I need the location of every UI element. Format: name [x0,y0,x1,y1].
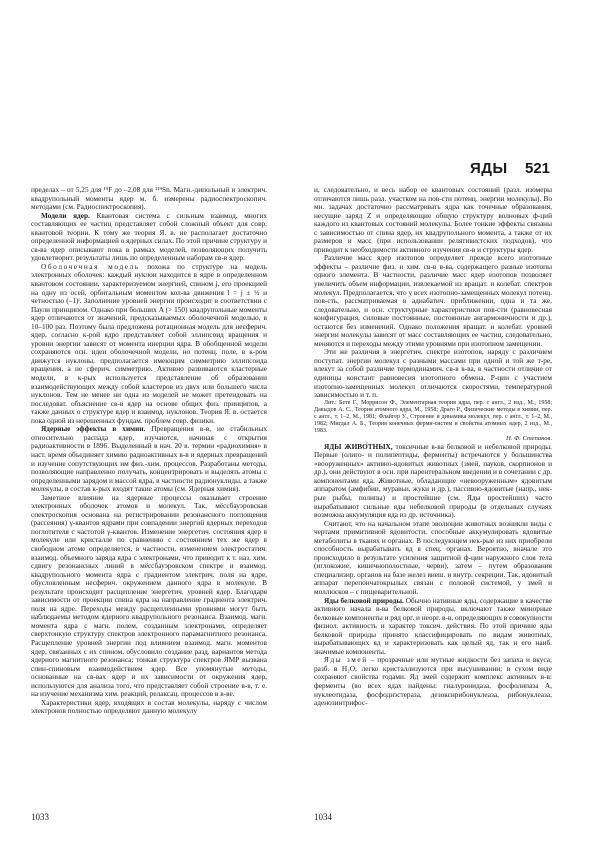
footer-page-left: 1033 [31,812,49,822]
paragraph-text: Эти же различия в энергетич. спектре изотопов, наряду с различием поступат. энергии молекул с разными массами при одной и той же т-ре, влекут за собой различие термодинамич. св-в в-ва, в частности отличие от единицы констант равновесия изотопного обмена. Р-ции с участием изотопно-замещенных молекул отличаются скоростями, температурной зависимостью и т. п. [314,347,552,400]
spaced-term: Оболочечная модель [41,261,140,271]
paragraph [314,597,552,657]
encyclopedia-entry [314,443,552,520]
paragraph-text: Различие масс ядер изотопов определяет прежде всего изотопные эффекты – различие физ. и хим. св-в в-ва, содержащего разные изотопы одного элемента. В частности, различие масс ядер изотопов позволяет увеличить объем информации, извлекаемой из вращат. и колебат. спектров молекул. Предполагается, что у всех изотопно-замещенных молекул потенц. пов-сть, рассматриваемая в адиабатич. приближении, одна и та же, следовательно, и осн. структурные характеристики пов-сти (равновесная конфигурация, силовые постоянные, постоянные ангармоничности и др.), остаются без изменений. Однако положения вращат. и колебат. уровней энергии молекулы зависят от масс составляющих ее частиц, следовательно, меняются и переходы между этими уровнями при изотопном замещении. [314,253,552,348]
paragraph [31,494,267,699]
paragraph-text: Считают, что на начальном этапе эволюции животных возникли виды с чертами примитивной ядовитости, способные аккумулировать ядовитые метаболиты в тканях и органах. В последующем нек-рые из них приобрели способность вырабатывать яд в спец. органах. Вероятно, вначале это происходило в результате усиления защитной ф-ции наружного слоя тела (иглокожие, кишечнополостные, черви), затем – путем образования специализир. органов на базе желез внеш. и внутр. секреции. Так, ядовитый аппарат перепончатокрылых связан с половой системой, у змей и моллюсков – с пищеварительной. [314,518,552,596]
paragraph-text: Н. Ф. Степанов. [506,434,552,442]
paragraph [31,425,267,493]
paragraph [314,348,552,399]
paragraph [314,186,552,254]
paragraph-text: и, следовательно, и весь набор ее квантовых состояний (разл. изомеры отличаются лишь разл. участком на пов-сти потенц. энергии молекулы). Во мн. задачах достаточно рассматривать ядра как точечные образования, несущие заряд Z и определяющие общую структуру волновых ф-ций каждого из квантовых состояний молекулы. Более тонкие эффекты связаны с зависимостью от спина ядер, их квадрупольного момента, а также от их размеров и масс (при использовании релятивистских подходов), что приводит к необходимости активного изучения св-в и структуры ядер. [314,185,552,254]
paragraph [31,263,267,425]
literature-note [314,400,552,435]
paragraph [31,699,267,716]
paragraph-text: Лит.: Бете Г., Моррисон Ф., Элементарная теория ядра, пер. с англ., 2 изд., М., 1958; Давыдов А. С., Теория атомного ядра, М., 1958; Драго Р., Физические методы в химии, пер. с англ., т. 1–2, М., 1981; Флайгер У., Строение и динамика молекул, пер. с англ., т. 1–2, М., 1982; Мигдал А. Б., Теория конечных ферми-систем и свойства атомных ядер, 2 изд., М., 1983. [314,399,552,434]
paragraph-text: Заметное влияние на ядерные процессы оказывает строение электронных оболочек атомов и молекул. Так, мёссбауэровская спектроскопия основана на регистрировании резонансного поглощения (рассеяния) γ-квантов ядрами при совпадении энергий ядерных переходов поглотителя с частотой γ-квантов. Изменение энергетич. состояния ядер в молекуле или кристалле по сравнению с состоянием тех же ядер в свободном атоме определяется, в частности, изменением электростатич. взаимод. объемного заряда ядра с электронами, что приводит к т. наз. хим. сдвигу резонансных линий в мёссбауэровском спектре и взаимод. квадрупольного момента ядра с градиентом электрич. поля на ядре, обусловленным несферич. окружением данного ядра в молекуле. В результате происходит расщепление энергетич. уровней ядер. Благодаря зависимости от проекции спина ядра на направление градиента электрич. поля на ядре. Переходы между расщепленными уровнями могут быть наблюдаемы методом ядерного квадрупольного резонанса. Взаимод. магн. момента ядра с магн. полем, созданным электронами, определяет сверхтонкую структуру спектров электронного парамагнитного резонанса. Расщепление уровней энергии под влиянием взаимод. магн. моментов ядер, связанных с их спином, обусловило создание разд. вариантов метода ядерного магнитного резонанса; тонкая структура спектров ЯМР вызвана спин-спиновым взаимодействием ядер. Все упомянутые методы, основанные на св-вах ядер и их зависимости от окружения ядер, используются для анализа того, что представляет собой строение в-в, т. е. на изучение механизма хим. реакций, релаксац. процессов в в-ве. [31,492,267,699]
paragraph [314,656,552,707]
left-column [31,186,267,808]
section-lead: Яды белковой природы. [324,595,404,605]
paragraph [314,254,552,348]
section-lead: Модели ядер. [41,210,90,220]
paragraph-text: токсичные в-ва белковой и небелковой природы. Первые (олиго- и полипептиды, ферменты) встречаются у большинства «вооруженных» активно-ядовитых животных (змей, пауков, скорпионов и др.), они действуют в осн. при парентеральном введении и в сочетании с др. компонентами яда. Животные, обладающие «невооруженным» ядовитым аппаратом (амфибии, муравьи, жуки и др.), пассивно-ядовитые (напр., нек-рые рыбы, полипы) и простейшие (см. Яды простейших) часто вырабатывают сильные яды небелковой природы (в отдельных случаях возможна аккумуляция яда из др. источника). [314,441,552,520]
paragraph-text: пределах – от 5,25 для ¹⁹F до –2,08 для ¹¹⁹Sn. Магн.-дипольный и электрич. квадрупольный моменты ядер м. б. измерены радиоспектроскопич. методами (см. Радиоспектроскопия). [31,186,267,212]
footer-page-right: 1034 [314,812,332,822]
paragraph [31,212,267,263]
paragraph-text: Обычно нативные яды, содержащие в качестве активного начала в-ва белковой природы, включают также минорные белковые компоненты и ряд орг. и неорг. в-в, определяющих в совокупности физиол. активность и характер токсич. действия. По этой причине яды белковой природы принято классифицировать по видам животных, вырабатывающих яд и характеризовать как целый яд, так и его наиб. значимые компоненты. [314,595,552,656]
paragraph [31,186,267,212]
paragraph-text: – прозрачные или мутные жидкости без запаха и вкуса; разб. в H₂O; легко кристаллизуются при высушивании; в сухом виде сохраняют свойства годами. Яд змей содержит комплекс активных в-в: ферменты (во всех ядах найдены: гиалуронидаза, фосфолипаза A, нуклеотидаза, фосфодиэстераза, дезоксирибонуклеаза, рибонуклеаза, аденозинтрифос- [314,655,552,708]
paragraph-text: похожа по структуре на модель электронных оболочек: каждый нуклон находится в ядре в определенном квантовом состоянии, характеризуемом энергией, спином j, его проекцией на одну из осей, орбитальным моментом кол-ва движения l = j ± ½ и четностью (–1)ˡ. Заполнение уровней энергии происходит в соответствии с Паули принципом. Однако при больших A (> 150) квадрупольные моменты ядер отличаются от значений, предсказываемых оболочечной моделью, в 10–100 раз. Поэтому была предложена ротационная модель для несферич. ядер, согласно к-рой ядро представляет собой эллипсоид вращения и уровни энергии зависят от момента инерции ядра. В обобщенной модели сохраняются осн. идеи оболочечной модели, но потенц. поле, в к-ром движутся нуклоны, предполагается имеющим симметрию эллипсоида вращения, а не сферич. симметрию. Активно развиваются кластерные модели, в к-рых используется представление об образовании взаимодействующих между собой кластеров из двух или большего числа нуклонов. Тем не менее ни одна из моделей не может претендовать на последоват. объяснение св-в ядер на основе общих физ. принципов, а также данных о структуре ядер и взаимод. нуклонов. Теория Я. в. остается пока одной из нерешенных фундам. проблем совр. физики. [31,261,267,425]
spaced-term: Яды змей [324,655,368,665]
running-head: ЯДЫ [470,160,508,177]
paragraph-text: Превращения в-в, не стабильных относительно распада ядер, изучаются, начиная с открытия радиоактивности в 1896. Выделенный в нач. 20 в. термин «радиохимия» в наст. время объединяет химию радиоактивных в-в и ядерных превращений и изучение сопутствующих им физ.-хим. процессов. Разработаны методы, позволяющие направленно получать, концентрировать и выделять атомы с определенными зарядом и массой ядра, в частности радионуклиды, а также молекулы, в состав к-рых входят такие атомы (см. Ядерная химия). [31,424,267,494]
entry-headword: ЯДЫ ЖИВО́ТНЫХ, [324,441,393,451]
paragraph-text: Характеристики ядер, входящих в состав молекулы, наряду с числом электронов полностью определяют данную молекулу [31,697,267,716]
section-lead: Ядерные эффекты в химии. [41,424,146,434]
page-number: 521 [525,160,551,177]
paragraph-text: Квантовая система с сильным взаимод. многих составляющих ее частиц представляет собой сложный объект для совр. квантовой теории. К тому же теория Я. в. не располагает достаточно определенной информацией о ядерных силах. По этой причине структуру и св-ва ядер описывают пока в рамках моделей, позволяющих получить удовлетворит. результаты лишь по определенным наборам св-в ядер. [31,210,267,263]
right-column [314,168,552,810]
paragraph [314,520,552,597]
